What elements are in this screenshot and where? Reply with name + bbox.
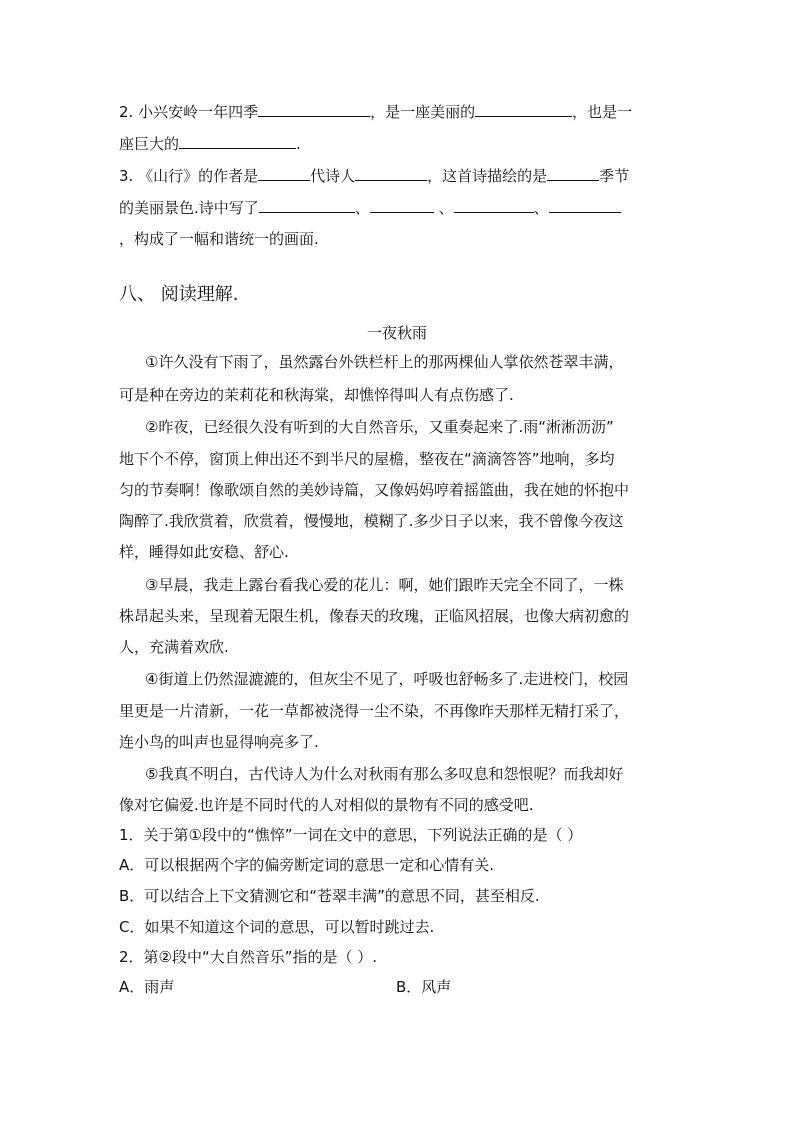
- q2-line-1: [119, 102, 632, 122]
- q3-blank-author-era[interactable]: [258, 166, 310, 181]
- question-1-stem: 1．关于第①段中的“憔悴”一词在文中的意思，下列说法正确的是（ ）: [119, 826, 583, 844]
- q2-text-5: .: [296, 135, 301, 153]
- q3-text-5: 的美丽景色.诗中写了: [119, 199, 259, 217]
- q3-blank-season[interactable]: [547, 166, 599, 181]
- q3-blank-scene-1[interactable]: [259, 198, 355, 213]
- passage-title: 一夜秋雨: [366, 324, 427, 342]
- q2-line-2: [119, 134, 301, 154]
- q3-text-4: 季节: [599, 167, 630, 185]
- question-2-option-a[interactable]: A．雨声: [119, 978, 175, 996]
- passage-line: ②昨夜，已经很久没有听到的大自然音乐，又重奏起来了.雨“淅淅沥沥”: [145, 418, 614, 436]
- question-1-option-b[interactable]: B．可以结合上下文猜测它和“苍翠丰满”的意思不同，甚至相反.: [119, 887, 540, 905]
- passage-line: 样，睡得如此安稳、舒心.: [119, 543, 289, 561]
- passage-line: ③早晨，我走上露台看我心爱的花儿：啊，她们跟昨天完全不同了，一株: [145, 576, 624, 594]
- q3-sep-3: 、: [533, 199, 549, 217]
- passage-line: ⑤我真不明白，古代诗人为什么对秋雨有那么多叹息和怨恨呢？而我却好: [145, 765, 624, 783]
- passage-line: 人，充满着欢欣.: [119, 638, 229, 656]
- q2-text-3: ，也是一: [572, 103, 633, 121]
- q2-blank-3[interactable]: [179, 134, 296, 149]
- q2-blank-1[interactable]: [258, 102, 370, 117]
- q2-text-1: 2. 小兴安岭一年四季: [119, 103, 259, 121]
- q2-text-2: ，是一座美丽的: [370, 103, 476, 121]
- passage-line: 匀的节奏啊！像歌颂自然的美妙诗篇，又像妈妈哼着摇篮曲，我在她的怀抱中: [119, 481, 630, 499]
- q3-sep-2: 、: [433, 199, 454, 217]
- passage-line: 像对它偏爱.也许是不同时代的人对相似的景物有不同的感受吧.: [119, 796, 534, 814]
- q3-blank-scene-3[interactable]: [454, 198, 534, 213]
- passage-line: 连小鸟的叫声也显得响亮多了.: [119, 733, 319, 751]
- q3-text-3: ，这首诗描绘的是: [427, 167, 548, 185]
- q3-blank-poet[interactable]: [355, 166, 427, 181]
- passage-line: ①许久没有下雨了，虽然露台外铁栏杆上的那两棵仙人掌依然苍翠丰满，: [145, 353, 624, 371]
- passage-line: 株昂起头来，呈现着无限生机，像春天的玫瑰，正临风招展，也像大病初愈的: [119, 607, 630, 625]
- passage-line: 可是种在旁边的茉莉花和秋海棠，却憔悴得叫人有点伤感了.: [119, 386, 514, 404]
- passage-line: ④街道上仍然湿漉漉的，但灰尘不见了，呼吸也舒畅多了.走进校门，校园: [145, 670, 629, 688]
- question-1-option-c[interactable]: C．如果不知道这个词的意思，可以暂时跳过去.: [119, 918, 435, 936]
- q3-line-1: [119, 166, 629, 186]
- q2-blank-2[interactable]: [475, 102, 572, 117]
- q2-text-4: 座巨大的: [119, 135, 180, 153]
- passage-line: 地下个不停，窗顶上伸出还不到半尺的屋檐，整夜在“滴滴答答”地响，多均: [119, 450, 615, 468]
- question-2-option-b[interactable]: B．风声: [396, 978, 452, 996]
- passage-line: 里更是一片清新，一花一草都被浇得一尘不染，不再像昨天那样无精打采了，: [119, 702, 630, 720]
- q3-line-2: [119, 198, 621, 218]
- section-heading-reading: 八、 阅读理解.: [119, 284, 239, 305]
- passage-line: 陶醉了.我欣赏着，欣赏着，慢慢地，模糊了.多少日子以来，我不曾像今夜这: [119, 512, 624, 530]
- q3-text-6: ，构成了一幅和谐统一的画面.: [119, 230, 319, 248]
- question-1-option-a[interactable]: A．可以根据两个字的偏旁断定词的意思一定和心情有关.: [119, 856, 495, 874]
- q3-text-2: 代诗人: [310, 167, 356, 185]
- q3-line-3: [119, 229, 319, 249]
- question-2-stem: 2．第②段中“大自然音乐”指的是（ ）.: [119, 948, 378, 966]
- q3-blank-scene-4[interactable]: [549, 198, 621, 213]
- q3-text-1: 3. 《山行》的作者是: [119, 167, 259, 185]
- q3-blank-scene-2[interactable]: [370, 198, 434, 213]
- q3-sep-1: 、: [354, 199, 370, 217]
